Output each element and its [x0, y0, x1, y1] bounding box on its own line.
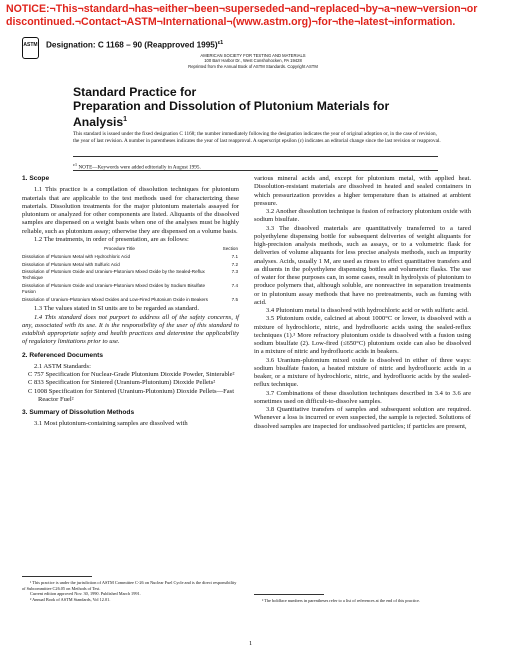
reprint-notice: Reprinted from the Annual Book of ASTM Standards. Copyright ASTM — [188, 63, 318, 69]
footnote-2: ² Annual Book of ASTM Standards, Vol 12.01. — [30, 596, 111, 602]
table-row: Dissolution of Plutonium Oxide and Uranium-Plutonium Mixed Oxide by the Sealed-Reflux Technique 7.3 — [22, 269, 238, 281]
page-number: 1 — [249, 640, 253, 647]
footnotes-left — [22, 580, 239, 602]
footnote-3: ³ The boldface numbers in parentheses refer to a list of references at the end of this practice. — [262, 598, 420, 603]
astm-logo-icon: ASTM — [22, 37, 39, 59]
reference-c757: C 757 Specification for Nuclear-Grade Plutonium Dioxide Powder, Sinterable² — [28, 371, 235, 379]
notice-line-2: discontinued.¬Contact¬ASTM¬International¬(www.astm.org)¬for¬the¬latest¬information. — [6, 16, 456, 28]
designation-text: Designation: C 1168 – 90 (Reapproved 1995) — [46, 40, 218, 50]
para-3-7: 3.7 Combinations of these dissolution techniques described in 3.4 to 3.6 are sometimes used on difficult-to-dissolve samples. — [254, 389, 471, 405]
designation-epsilon: ε1 — [217, 40, 224, 46]
title-line-2: Preparation and Dissolution of Plutonium Materials for — [73, 98, 390, 113]
title-line-3: Analysis$^1$ — [73, 115, 128, 130]
section-2-heading: 2. Referenced Documents — [22, 351, 103, 359]
para-1-2: 1.2 The treatments, in order of presentation, are as follows: — [34, 235, 189, 243]
table-row: Dissolution of Plutonium Oxide and Uranium-Plutonium Mixed Oxides by Sodium Bisulfate Fusion 7.4 — [22, 282, 238, 294]
document-title — [73, 86, 453, 130]
org-address: 100 Barr Harbor Dr., West Conshohocken, PA 19428 — [204, 58, 302, 64]
divider-bottom — [73, 170, 438, 171]
divider-top — [73, 156, 438, 157]
notice-line-1: NOTICE:¬This¬standard¬has¬either¬been¬superseded¬and¬replaced¬by¬a¬new¬version¬or — [6, 3, 478, 15]
footnote-rule-right — [254, 594, 324, 595]
para-1-1: 1.1 This practice is a compilation of dissolution techniques for plutonium materials that are applicable to the test methods used for characterizing these materials. Dissolution treatments for the major plutonium materials assayed for plutonium or analyzed for other components are listed. Aliquants of the dissolved samples are dispensed on a weight basis when one of the analyses must be highly reliable, such as plutonium assay; otherwise they are dispensed on a volume basis. — [22, 186, 239, 235]
org-name: AMERICAN SOCIETY FOR TESTING AND MATERIALS — [200, 53, 306, 58]
footnotes-right — [254, 598, 471, 604]
table-row: Dissolution of Plutonium Metal with Hydrochloric Acid 7.1 — [22, 253, 238, 259]
para-3-4: 3.4 Plutonium metal is dissolved with hydrochloric acid or with sulfuric acid. — [266, 307, 469, 314]
title-line-1: Standard Practice for — [73, 85, 197, 99]
section-1-heading: 1. Scope — [22, 175, 50, 182]
para-3-5: 3.5 Plutonium oxide, calcined at about 1000°C or lower, is dissolved with a mixture of hydrochloric, nitric, and hydrofluoric acids using the sealed-reflux techniques (1).³ More refractory plutonium oxide is dissolved with a fusion using sodium bisulfate (2). Low-fired (≤650°C) plutonium oxide can also be dissolved in a mixture of nitric and hydrofluoric acids in beakers. — [254, 315, 471, 356]
para-3-6: 3.6 Uranium-plutonium mixed oxide is dissolved in either of three ways: sodium bisulfate fusion, a heated mixture of nitric and hydrofluoric acids in a beaker, or a mixture of hydrochloric, nitric, and hydrofluoric acids by the sealed-reflux technique. — [254, 356, 471, 389]
editorial-note-text: NOTE—Keywords were added editorially in August 1995. — [78, 164, 201, 171]
para-1-4: 1.4 This standard does not purport to address all of the safety concerns, if any, associated with its use. It is the responsibility of the user of this standard to establish appropriate safety and health practices and determine the applicability of regulatory limitations prior to use. — [22, 313, 239, 346]
editorial-note-mark: ε1 — [73, 162, 78, 167]
para-3-1: 3.1 Most plutonium-containing samples are dissolved with — [34, 420, 188, 428]
procedure-table — [22, 245, 239, 303]
supersession-notice — [6, 3, 504, 29]
para-1-3: 1.3 The values stated in SI units are to be regarded as standard. — [34, 305, 199, 313]
section-3-heading: 3. Summary of Dissolution Methods — [22, 409, 135, 417]
designation — [46, 40, 223, 50]
right-column — [254, 175, 471, 431]
reference-c1008: C 1008 Specification for Sintered (Uranium-Plutonium) Dioxide Pellets—Fast Reactor Fuel² — [28, 387, 235, 403]
section-header: Section — [222, 246, 238, 251]
para-3-1-continued: various mineral acids and, except for plutonium metal, with applied heat. Dissolution-resistant materials are dissolved in heated and sealed containers in which pressurization provides a higher temperature than is attained at ambient pressure. — [254, 175, 471, 207]
reference-c833: C 833 Specification for Sintered (Uranium-Plutonium) Dioxide Pellets² — [28, 379, 216, 387]
publisher-block — [150, 53, 356, 69]
footnote-1b: Current edition approved Nov. 30, 1990. Published March 1991. — [30, 591, 141, 596]
procedure-title-header: Procedure Title — [104, 246, 135, 251]
footnote-1: ¹ This practice is under the jurisdiction of ASTM Committee C-26 on Nuclear Fuel Cycle and is the direct responsibility of Subcommittee C26.05 on Methods of Test. — [22, 580, 237, 591]
footnote-rule-left — [22, 576, 92, 577]
para-3-8: 3.8 Quantitative transfers of samples and subsequent solution are required. Whenever a loss is incurred or even suspected, the sample is rejected. Solutions of dissolved samples are inspected for undissolved particles; if particles are present, — [254, 406, 471, 430]
para-3-3: 3.3 The dissolved materials are quantitatively transferred to a tared polyethylene dispensing bottle for subsequent deliveries of weight aliquants for high-precision analysis methods, such as assays, or to a volumetric flask for deliveries of volume aliquants for less precise analysis methods, such as impurity analyses. Acids, usually 1 M, are used as rinses to effect quantitative transfers and as diluents in the polyethylene dispensing bottles and volumetric flasks. The use of water for these purposes can, in some cases, result in hydrolysis of plutonium to produce polymers that, although soluble, are nonreactive in separation treatments or in plutonium assay methods that have no pretreatments, such as fuming with acid. — [254, 224, 471, 306]
table-row: Dissolution of Uranium-Plutonium Mixed Oxides and Low-Fired Plutonium Oxide in Beakers 7.5 — [22, 296, 238, 302]
left-column — [22, 175, 239, 429]
table-row: Dissolution of Plutonium Metal with Sulfuric Acid 7.2 — [22, 261, 238, 267]
para-2-1: 2.1 ASTM Standards: — [34, 362, 91, 370]
issuance-statement: This standard is issued under the fixed designation C 1168; the number immediately following the designation indicates the year of original adoption or, in the case of revision, the year of last revision. A number in parentheses indicates the year of last reapproval. A superscript epsilon (ε) indicates an editorial change since the last revision or reapproval. — [73, 131, 441, 145]
para-3-2: 3.2 Another dissolution technique is fusion of refractory plutonium oxide with sodium bisulfate. — [254, 208, 471, 224]
